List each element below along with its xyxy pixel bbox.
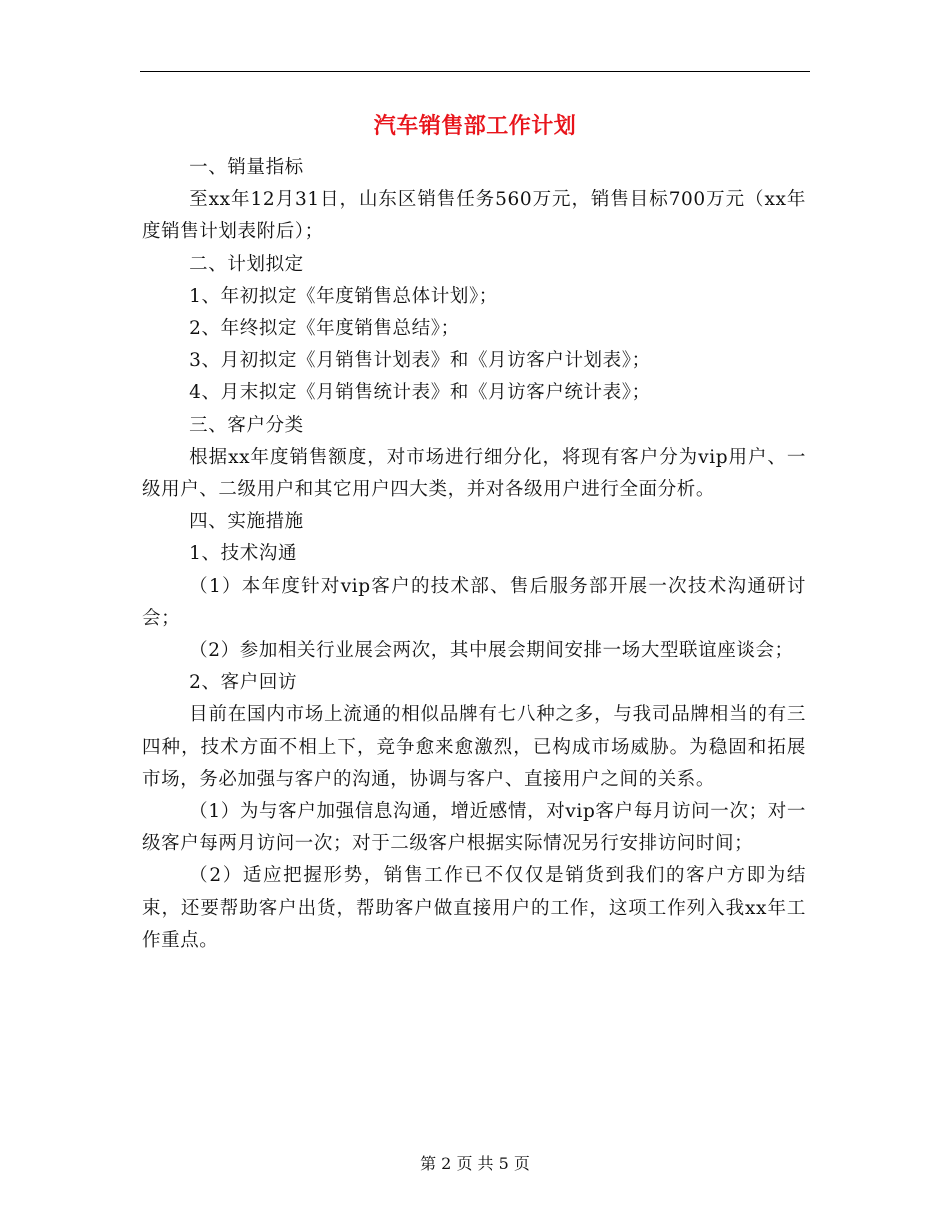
- paragraph: 至xx年12月31日，山东区销售任务560万元，销售目标700万元（xx年度销售计划表附后）；: [142, 189, 806, 243]
- list-item: （2）适应把握形势，销售工作已不仅仅是销货到我们的客户方即为结束，还要帮助客户出货，帮助客户做直接用户的工作，这项工作列入我xx年工作重点。: [142, 865, 806, 951]
- header-rule: [140, 71, 810, 72]
- list-item: 3、月初拟定《月销售计划表》和《月访客户计划表》；: [189, 350, 651, 372]
- paragraph: 根据xx年度销售额度，对市场进行细分化，将现有客户分为vip用户、一级用户、二级用户和其它用户四大类，并对各级用户进行全面分析。: [142, 446, 806, 501]
- list-item: （1）为与客户加强信息沟通，增近感情，对vip客户每月访问一次；对一级客户每两月访问一次；对于二级客户根据实际情况另行安排访问时间；: [142, 801, 806, 855]
- section-heading: 一、销量指标: [189, 157, 304, 178]
- section-heading: 四、实施措施: [189, 511, 304, 533]
- page-number: 第 2 页 共 5 页: [420, 1154, 530, 1173]
- subsection-heading: 1、技术沟通: [189, 543, 298, 565]
- document-body: [142, 152, 806, 957]
- section-heading: 二、计划拟定: [189, 253, 304, 275]
- list-item: 4、月末拟定《月销售统计表》和《月访客户统计表》；: [189, 382, 651, 404]
- page-footer: [140, 1152, 810, 1176]
- list-item: 2、年终拟定《年度销售总结》；: [189, 318, 460, 340]
- subsection-heading: 2、客户回访: [189, 672, 298, 694]
- document-title: 汽车销售部工作计划: [373, 113, 577, 139]
- section-heading: 三、客户分类: [189, 414, 304, 436]
- list-item: （1）本年度针对vip客户的技术部、售后服务部开展一次技术沟通研讨会；: [142, 575, 806, 629]
- list-item: （2）参加相关行业展会两次，其中展会期间安排一场大型联谊座谈会；: [189, 640, 794, 662]
- paragraph: 目前在国内市场上流通的相似品牌有七八种之多，与我司品牌相当的有三四种，技术方面不相上下，竞争愈来愈激烈，已构成市场威胁。为稳固和拓展市场，务必加强与客户的沟通，协调与客户、直接用户之间的关系。: [142, 704, 806, 790]
- list-item: 1、年初拟定《年度销售总体计划》；: [189, 285, 498, 307]
